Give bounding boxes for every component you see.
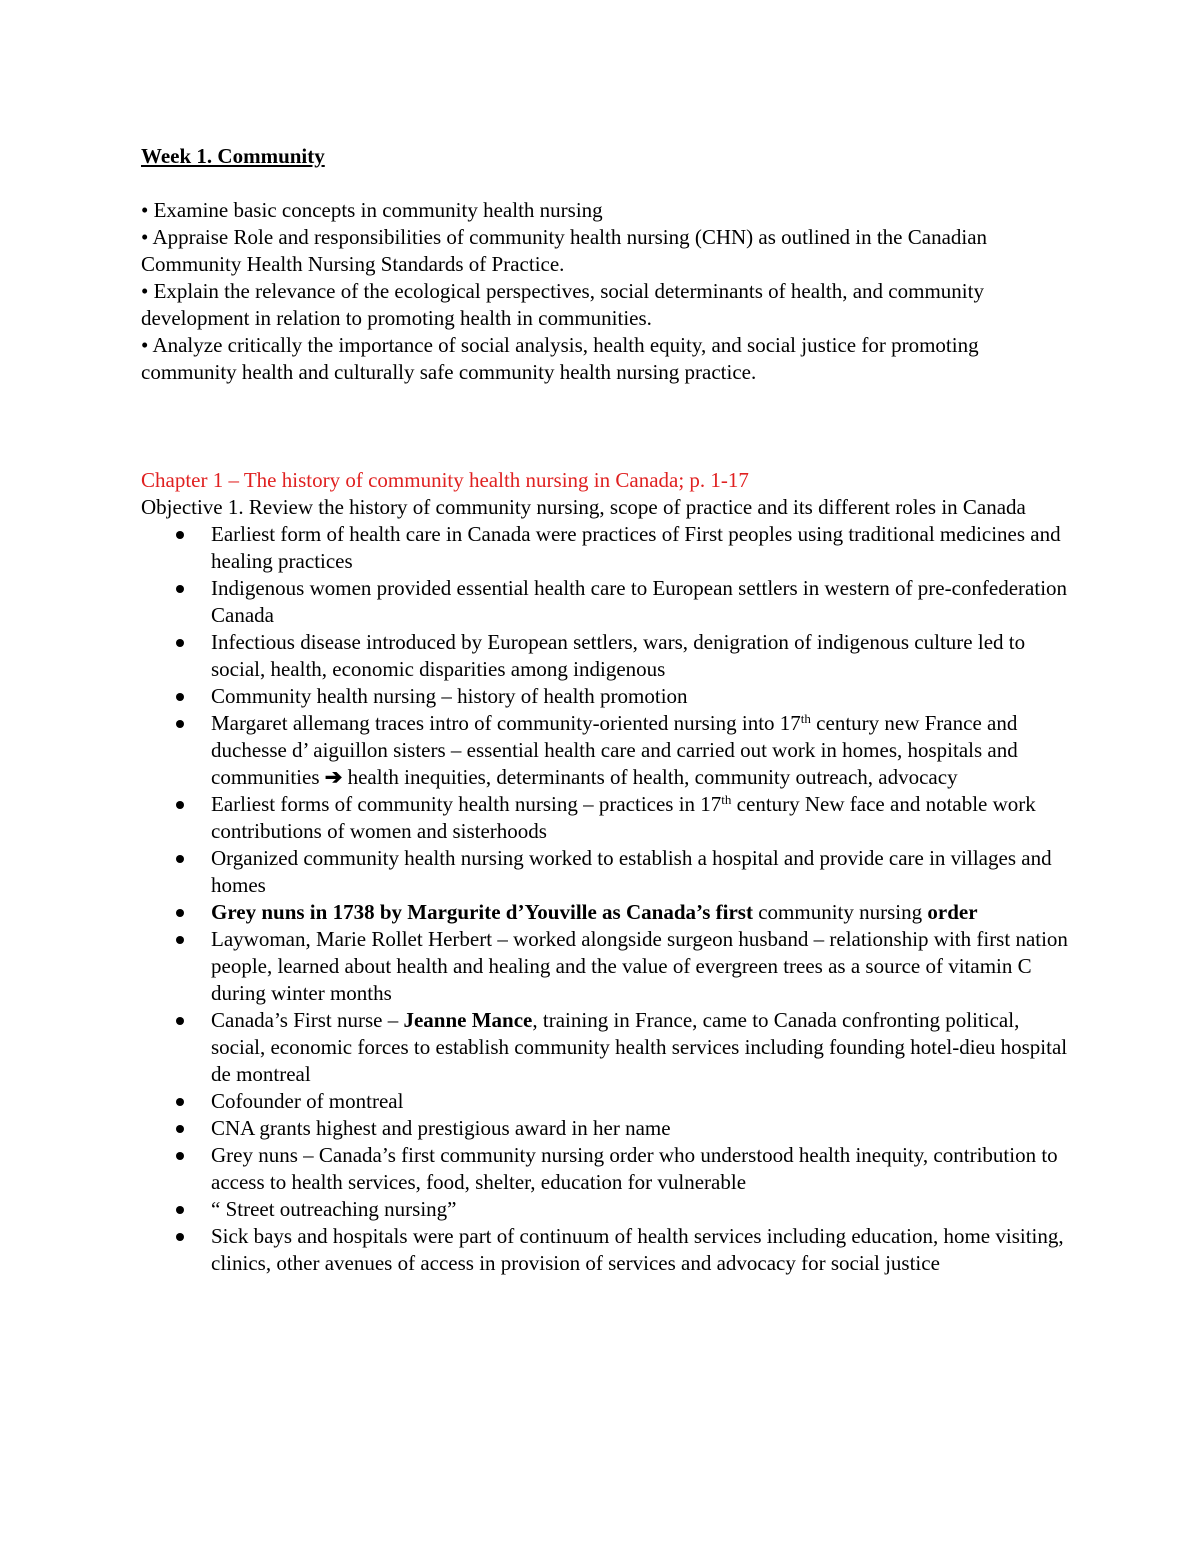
list-item: “ Street outreaching nursing” <box>141 1196 1071 1223</box>
bullet-icon <box>176 855 184 863</box>
document-page <box>141 143 1071 1277</box>
list-item: Grey nuns in 1738 by Margurite d’Youville as Canada’s first community nursing order <box>141 899 1071 926</box>
list-item: Community health nursing – history of health promotion <box>141 683 1071 710</box>
bullet-icon <box>176 531 184 539</box>
list-item: Sick bays and hospitals were part of continuum of health services including education, home visiting, clinics, other avenues of access in provision of services and advocacy for social justice <box>141 1223 1071 1277</box>
bullet-icon <box>176 1152 184 1160</box>
bullet-icon <box>176 639 184 647</box>
list-item: Infectious disease introduced by European settlers, wars, denigration of indigenous culture led to social, health, economic disparities among indigenous <box>141 629 1071 683</box>
list-item: Margaret allemang traces intro of community-oriented nursing into 17th century new France and duchesse d’ aiguillon sisters – essential health care and carried out work in homes, hospitals and communities ➔ health inequities, determinants of health, community outreach, advocacy <box>141 710 1071 791</box>
notes-list <box>141 521 1071 1277</box>
week-heading: Week 1. Community <box>141 144 325 168</box>
bullet-icon <box>176 585 184 593</box>
spacer <box>141 386 1071 467</box>
chapter-title: Chapter 1 – The history of community health nursing in Canada; p. 1-17 <box>141 468 749 492</box>
bullet-icon <box>176 1125 184 1133</box>
bullet-icon <box>176 1206 184 1214</box>
list-item: Indigenous women provided essential health care to European settlers in western of pre-confederation Canada <box>141 575 1071 629</box>
list-item: Canada’s First nurse – Jeanne Mance, training in France, came to Canada confronting political, social, economic forces to establish community health services including founding hotel-dieu hospital de montreal <box>141 1007 1071 1088</box>
objective-item: • Examine basic concepts in community health nursing <box>141 198 603 222</box>
objective-item: • Appraise Role and responsibilities of community health nursing (CHN) as outlined in the Canadian Community Health Nursing Standards of Practice. <box>141 225 988 276</box>
bullet-icon <box>176 1098 184 1106</box>
week-objectives <box>141 197 1071 386</box>
chapter-objective: Objective 1. Review the history of community nursing, scope of practice and its different roles in Canada <box>141 495 1026 519</box>
list-item: Earliest forms of community health nursing – practices in 17th century New face and notable work contributions of women and sisterhoods <box>141 791 1071 845</box>
bullet-icon <box>176 801 184 809</box>
list-item: Organized community health nursing worked to establish a hospital and provide care in villages and homes <box>141 845 1071 899</box>
bullet-icon <box>176 693 184 701</box>
bullet-icon <box>176 720 184 728</box>
objective-item: • Analyze critically the importance of social analysis, health equity, and social justice for promoting community health and culturally safe community health nursing practice. <box>141 333 979 384</box>
list-item: Cofounder of montreal <box>141 1088 1071 1115</box>
bullet-icon <box>176 909 184 917</box>
list-item: Grey nuns – Canada’s first community nursing order who understood health inequity, contribution to access to health services, food, shelter, education for vulnerable <box>141 1142 1071 1196</box>
bullet-icon <box>176 1017 184 1025</box>
list-item: Earliest form of health care in Canada were practices of First peoples using traditional medicines and healing practices <box>141 521 1071 575</box>
arrow-icon: ➔ <box>324 765 343 789</box>
list-item: CNA grants highest and prestigious award in her name <box>141 1115 1071 1142</box>
objective-item: • Explain the relevance of the ecological perspectives, social determinants of health, and community development in relation to promoting health in communities. <box>141 279 984 330</box>
bullet-icon <box>176 936 184 944</box>
bullet-icon <box>176 1233 184 1241</box>
list-item: Laywoman, Marie Rollet Herbert – worked alongside surgeon husband – relationship with first nation people, learned about health and healing and the value of evergreen trees as a source of vitamin C during winter months <box>141 926 1071 1007</box>
